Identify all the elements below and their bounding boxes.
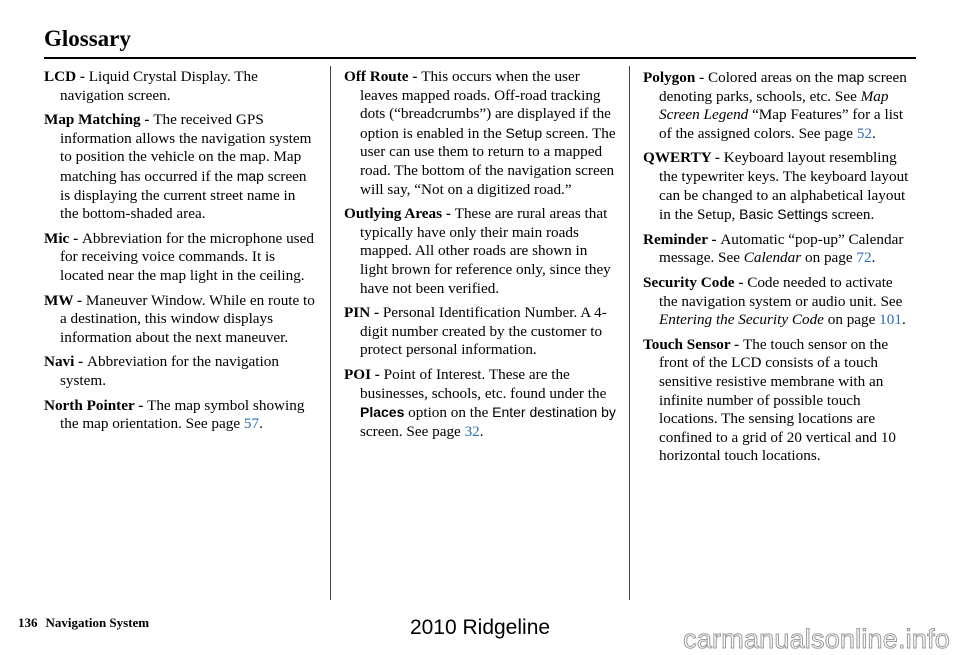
ui-label-map: map: [236, 167, 264, 184]
entry-term: Touch Sensor -: [643, 335, 744, 353]
entry-term: Mic -: [44, 229, 82, 247]
entry-definition: The map symbol showing the map orientation. See page: [60, 396, 305, 433]
page-link-52[interactable]: 52: [856, 124, 872, 142]
entry-definition: The touch sensor on the front of the LCD consists of a touch sensitive resistive membrane with an infinite number of possible touch locations. The sensing locations are confined to a grid of 20 vertical and 10 horizontal touch locations.: [659, 335, 897, 465]
entry-definition: on page: [823, 311, 880, 329]
entry-navi: [44, 353, 316, 390]
entry-definition: Abbreviation for the microphone used for receiving voice commands. It is located near the map light in the ceiling.: [60, 229, 314, 284]
glossary-column-3: [643, 68, 915, 472]
ui-label-setup: Setup: [505, 124, 543, 141]
entry-polygon: [643, 68, 915, 143]
entry-map-matching: [44, 111, 316, 224]
entry-pin: [344, 304, 616, 360]
model-watermark: 2010 Ridgeline: [409, 616, 551, 639]
entry-term: Map Matching -: [44, 111, 154, 129]
entry-lcd: [44, 68, 316, 105]
entry-security-code: [643, 274, 915, 330]
page-title: Glossary: [44, 26, 131, 51]
punctuation: .: [479, 422, 484, 440]
punctuation: .: [259, 415, 263, 433]
title-rule: [44, 57, 916, 59]
entry-term: Navi -: [44, 353, 88, 371]
entry-definition: The received GPS information allows the navigation system to position the vehicle on the map. Map matching has occurred if the: [60, 111, 312, 185]
entry-term: Polygon -: [643, 69, 708, 86]
reference-title: Entering the Security Code: [659, 311, 824, 329]
page-link-32[interactable]: 32: [464, 422, 480, 440]
entry-definition: Keyboard layout resembling the typewriter keys. The keyboard layout can be changed to an alphabetical layout in the Setup,: [659, 149, 909, 224]
entry-touch-sensor: [643, 336, 915, 466]
entry-reminder: [643, 231, 915, 268]
reference-title: Map Screen Legend: [659, 87, 889, 124]
site-watermark: carmanualsonline.info: [683, 624, 950, 654]
entry-definition: Personal Identification Number. A 4-digit number created by the customer to protect personal information.: [360, 304, 607, 359]
entry-definition: screen is displaying the current street name in the bottom-shaded area.: [60, 167, 307, 223]
entry-mic: [44, 230, 316, 286]
entry-definition: Automatic “pop-up” Calendar message. See: [659, 230, 904, 267]
entry-definition: Liquid Crystal Display. The navigation screen.: [60, 68, 258, 104]
entry-mw: [44, 292, 316, 348]
entry-qwerty: [643, 149, 915, 224]
glossary-column-1: [44, 68, 316, 440]
entry-definition: option on the: [404, 404, 493, 422]
column-divider: [629, 66, 630, 600]
column-divider: [330, 66, 331, 600]
ui-label-places: Places: [360, 404, 405, 421]
entry-definition: screen. The user can use them to return to a mapped road. The bottom of the navigation screen will say, “Not on a digitized road.”: [360, 124, 616, 198]
page-link-57[interactable]: 57: [243, 415, 260, 433]
entry-definition: Code needed to activate the navigation system or audio unit. See: [659, 273, 903, 310]
entry-definition: Point of Interest. These are the businesses, schools, etc. found under the: [360, 365, 607, 402]
entry-term: QWERTY -: [643, 149, 724, 167]
entry-term: POI -: [344, 365, 384, 383]
entry-definition: “Map Features” for a list of the assigned colors. See page: [659, 106, 904, 142]
entry-poi: [344, 366, 616, 441]
entry-term: Reminder -: [643, 230, 721, 248]
entry-definition: Maneuver Window. While en route to a destination, this window displays information about the next maneuver.: [60, 291, 315, 346]
punctuation: .: [872, 124, 876, 142]
glossary-column-2: [344, 68, 616, 447]
entry-term: Outlying Areas -: [344, 205, 455, 223]
entry-definition: This occurs when the user leaves mapped roads. Off-road tracking dots (“breadcrumbs”) are displayed if the option is enabled in the: [360, 68, 611, 142]
entry-north-pointer: [44, 397, 316, 434]
entry-definition: on page: [801, 249, 857, 267]
ui-label-basic-settings: Basic Settings: [739, 206, 828, 223]
entry-term: PIN -: [344, 304, 383, 322]
page-link-72[interactable]: 72: [856, 249, 872, 267]
entry-term: North Pointer -: [44, 396, 148, 414]
entry-term: Off Route -: [344, 68, 422, 85]
entry-term: LCD -: [44, 68, 89, 85]
section-label: Navigation System: [45, 615, 150, 630]
ui-label-map: map: [837, 69, 865, 85]
entry-definition: Abbreviation for the navigation system.: [60, 353, 279, 389]
entry-definition: These are rural areas that typically have only their main roads mapped. All other roads are shown in light brown for reference only, since they have not been verified.: [360, 205, 611, 297]
entry-off-route: [344, 68, 616, 199]
page-link-101[interactable]: 101: [879, 311, 902, 329]
page-number: 136: [18, 615, 38, 630]
entry-outlying-areas: [344, 205, 616, 298]
entry-definition: screen. See page: [360, 422, 465, 440]
punctuation: .: [871, 249, 876, 267]
reference-title: Calendar: [743, 249, 802, 267]
punctuation: .: [901, 311, 906, 329]
entry-term: Security Code -: [643, 273, 748, 291]
ui-label-enter-destination-by: Enter destination by: [492, 404, 616, 421]
entry-term: MW -: [44, 291, 86, 309]
entry-definition: screen denoting parks, schools, etc. See: [659, 69, 907, 105]
entry-definition: screen.: [827, 206, 875, 224]
entry-definition: Colored areas on the: [707, 69, 838, 86]
